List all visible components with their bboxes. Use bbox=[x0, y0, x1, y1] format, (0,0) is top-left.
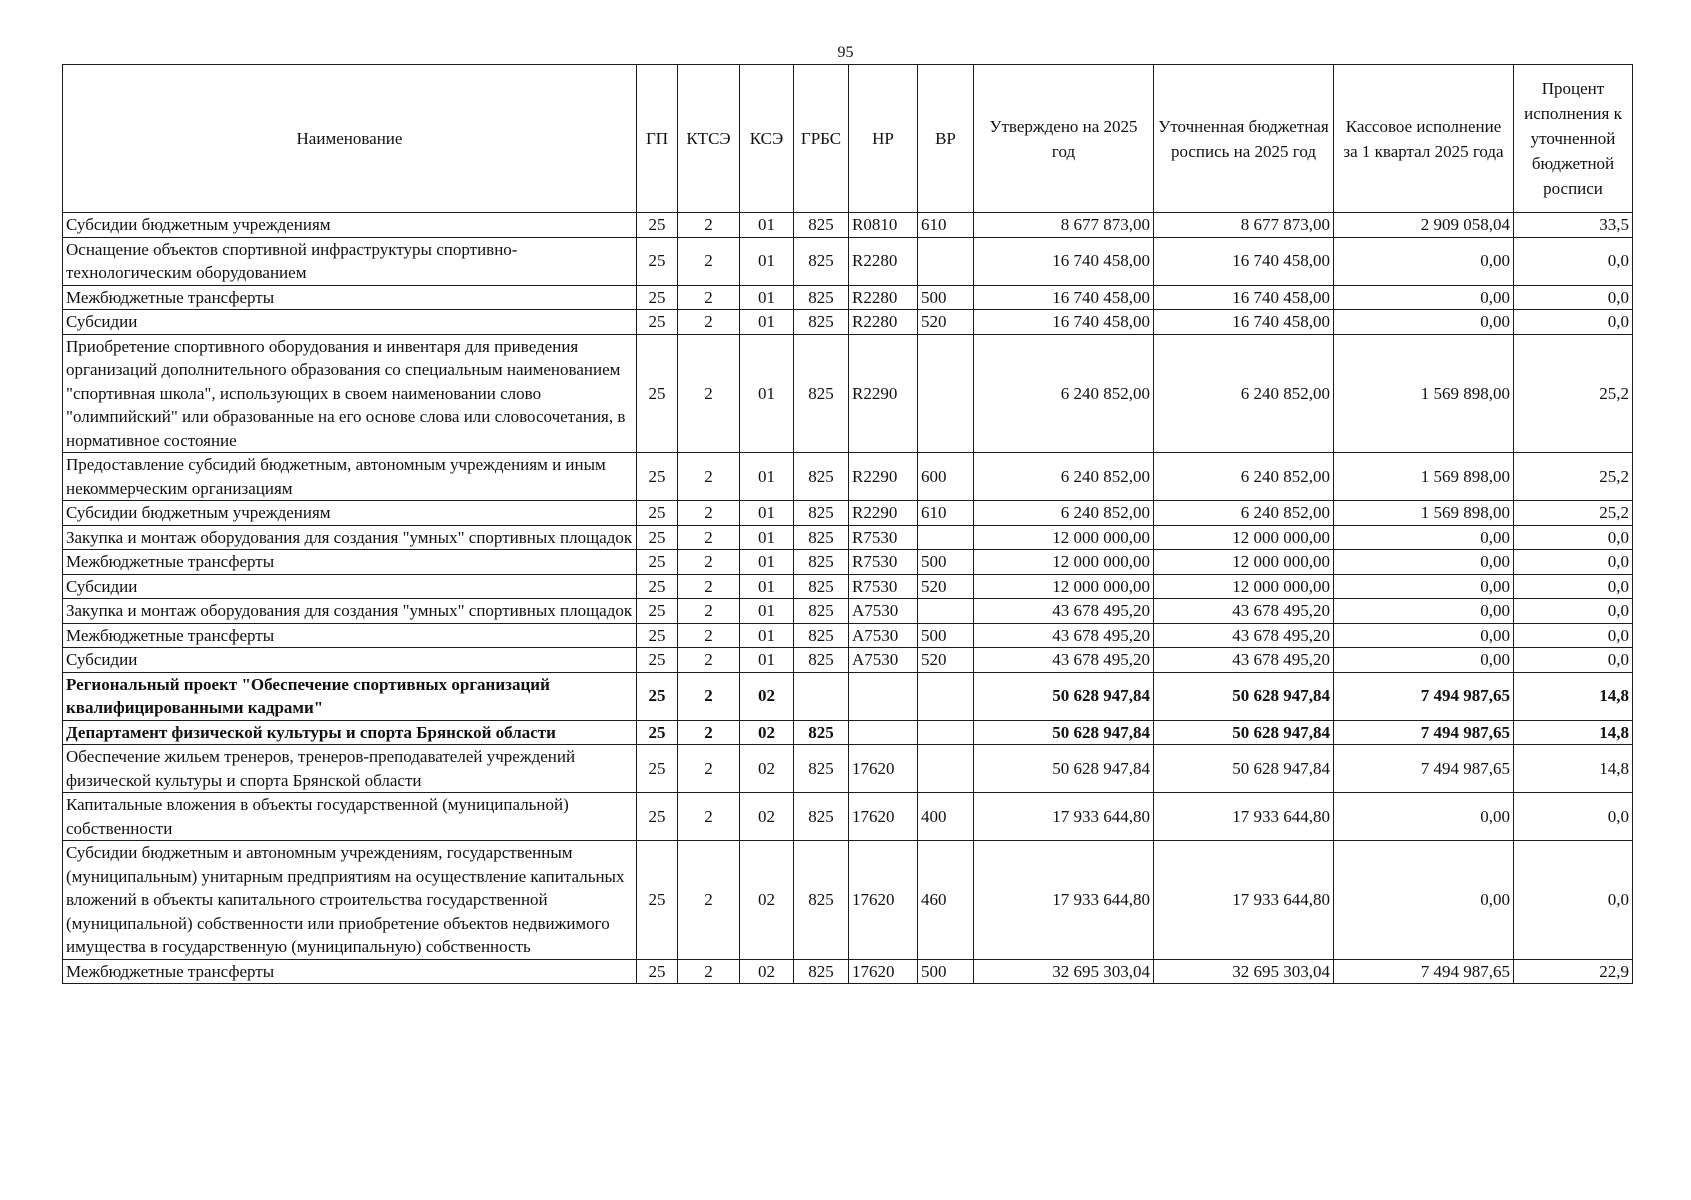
cell-ktse: 2 bbox=[678, 720, 740, 745]
cell-nr: R2290 bbox=[849, 453, 918, 501]
cell-refined: 50 628 947,84 bbox=[1154, 745, 1334, 793]
cell-name: Обеспечение жильем тренеров, тренеров-преподавателей учреждений физической культуры и спорта Брянской области bbox=[63, 745, 637, 793]
cell-percent: 22,9 bbox=[1514, 959, 1633, 984]
cell-percent: 33,5 bbox=[1514, 213, 1633, 238]
cell-approved: 17 933 644,80 bbox=[974, 841, 1154, 960]
cell-name: Предоставление субсидий бюджетным, автономным учреждениям и иным некоммерческим организациям bbox=[63, 453, 637, 501]
cell-refined: 43 678 495,20 bbox=[1154, 648, 1334, 673]
cell-approved: 32 695 303,04 bbox=[974, 959, 1154, 984]
cell-gp: 25 bbox=[637, 623, 678, 648]
cell-gp: 25 bbox=[637, 672, 678, 720]
cell-refined: 6 240 852,00 bbox=[1154, 501, 1334, 526]
cell-grbs: 825 bbox=[794, 793, 849, 841]
cell-grbs: 825 bbox=[794, 648, 849, 673]
cell-grbs: 825 bbox=[794, 959, 849, 984]
table-row bbox=[63, 334, 1633, 453]
cell-vr: 520 bbox=[918, 574, 974, 599]
cell-ktse: 2 bbox=[678, 841, 740, 960]
cell-grbs: 825 bbox=[794, 237, 849, 285]
cell-percent: 0,0 bbox=[1514, 285, 1633, 310]
cell-gp: 25 bbox=[637, 841, 678, 960]
cell-approved: 12 000 000,00 bbox=[974, 550, 1154, 575]
table-row bbox=[63, 720, 1633, 745]
cell-approved: 12 000 000,00 bbox=[974, 525, 1154, 550]
cell-gp: 25 bbox=[637, 453, 678, 501]
cell-percent: 0,0 bbox=[1514, 310, 1633, 335]
cell-refined: 17 933 644,80 bbox=[1154, 841, 1334, 960]
cell-grbs: 825 bbox=[794, 745, 849, 793]
cell-approved: 6 240 852,00 bbox=[974, 501, 1154, 526]
cell-ktse: 2 bbox=[678, 334, 740, 453]
table-row bbox=[63, 623, 1633, 648]
cell-cash: 1 569 898,00 bbox=[1334, 453, 1514, 501]
cell-percent: 0,0 bbox=[1514, 648, 1633, 673]
cell-grbs: 825 bbox=[794, 334, 849, 453]
table-row bbox=[63, 310, 1633, 335]
cell-cash: 0,00 bbox=[1334, 841, 1514, 960]
table-row bbox=[63, 285, 1633, 310]
cell-grbs: 825 bbox=[794, 841, 849, 960]
cell-kse: 02 bbox=[740, 959, 794, 984]
cell-kse: 01 bbox=[740, 648, 794, 673]
cell-vr bbox=[918, 745, 974, 793]
cell-nr: R2280 bbox=[849, 310, 918, 335]
cell-approved: 12 000 000,00 bbox=[974, 574, 1154, 599]
cell-name: Субсидии bbox=[63, 310, 637, 335]
cell-gp: 25 bbox=[637, 285, 678, 310]
table-row bbox=[63, 959, 1633, 984]
cell-cash: 0,00 bbox=[1334, 525, 1514, 550]
cell-gp: 25 bbox=[637, 959, 678, 984]
cell-nr: 17620 bbox=[849, 959, 918, 984]
cell-refined: 43 678 495,20 bbox=[1154, 599, 1334, 624]
cell-refined: 12 000 000,00 bbox=[1154, 550, 1334, 575]
header-kse: КСЭ bbox=[740, 65, 794, 213]
cell-refined: 16 740 458,00 bbox=[1154, 237, 1334, 285]
cell-approved: 43 678 495,20 bbox=[974, 648, 1154, 673]
cell-refined: 8 677 873,00 bbox=[1154, 213, 1334, 238]
cell-name: Департамент физической культуры и спорта Брянской области bbox=[63, 720, 637, 745]
cell-ktse: 2 bbox=[678, 310, 740, 335]
header-nr: НР bbox=[849, 65, 918, 213]
cell-gp: 25 bbox=[637, 525, 678, 550]
cell-cash: 7 494 987,65 bbox=[1334, 745, 1514, 793]
cell-vr bbox=[918, 237, 974, 285]
cell-name: Межбюджетные трансферты bbox=[63, 623, 637, 648]
cell-gp: 25 bbox=[637, 720, 678, 745]
cell-grbs: 825 bbox=[794, 453, 849, 501]
cell-ktse: 2 bbox=[678, 959, 740, 984]
cell-cash: 7 494 987,65 bbox=[1334, 672, 1514, 720]
cell-name: Субсидии бюджетным учреждениям bbox=[63, 213, 637, 238]
cell-name: Закупка и монтаж оборудования для создания "умных" спортивных площадок bbox=[63, 525, 637, 550]
cell-gp: 25 bbox=[637, 793, 678, 841]
table-row bbox=[63, 745, 1633, 793]
cell-approved: 50 628 947,84 bbox=[974, 720, 1154, 745]
table-body bbox=[63, 213, 1633, 984]
cell-refined: 50 628 947,84 bbox=[1154, 720, 1334, 745]
cell-nr: R2280 bbox=[849, 237, 918, 285]
cell-kse: 01 bbox=[740, 237, 794, 285]
cell-kse: 02 bbox=[740, 745, 794, 793]
table-row bbox=[63, 453, 1633, 501]
cell-percent: 0,0 bbox=[1514, 841, 1633, 960]
cell-name: Субсидии бюджетным и автономным учреждениям, государственным (муниципальным) унитарным предприятиям на осуществление капитальных вложений в объекты капитального строительства государственной (муниципальной) собственности или приобретение объектов недвижимого имущества в государственную (муниципальную) собственность bbox=[63, 841, 637, 960]
table-row bbox=[63, 550, 1633, 575]
cell-ktse: 2 bbox=[678, 672, 740, 720]
cell-nr bbox=[849, 672, 918, 720]
cell-vr: 500 bbox=[918, 959, 974, 984]
cell-refined: 12 000 000,00 bbox=[1154, 574, 1334, 599]
cell-approved: 16 740 458,00 bbox=[974, 310, 1154, 335]
header-name: Наименование bbox=[63, 65, 637, 213]
cell-cash: 7 494 987,65 bbox=[1334, 720, 1514, 745]
table-row bbox=[63, 574, 1633, 599]
page-number: 95 bbox=[837, 44, 854, 61]
cell-ktse: 2 bbox=[678, 574, 740, 599]
cell-vr: 500 bbox=[918, 285, 974, 310]
cell-kse: 01 bbox=[740, 599, 794, 624]
cell-name: Оснащение объектов спортивной инфраструктуры спортивно-технологическим оборудованием bbox=[63, 237, 637, 285]
cell-percent: 25,2 bbox=[1514, 501, 1633, 526]
cell-cash: 0,00 bbox=[1334, 648, 1514, 673]
cell-cash: 0,00 bbox=[1334, 574, 1514, 599]
cell-ktse: 2 bbox=[678, 501, 740, 526]
cell-cash: 7 494 987,65 bbox=[1334, 959, 1514, 984]
table-row bbox=[63, 501, 1633, 526]
cell-nr: R2280 bbox=[849, 285, 918, 310]
cell-cash: 1 569 898,00 bbox=[1334, 501, 1514, 526]
cell-ktse: 2 bbox=[678, 793, 740, 841]
cell-cash: 1 569 898,00 bbox=[1334, 334, 1514, 453]
cell-vr bbox=[918, 672, 974, 720]
cell-cash: 0,00 bbox=[1334, 310, 1514, 335]
cell-grbs bbox=[794, 672, 849, 720]
cell-grbs: 825 bbox=[794, 720, 849, 745]
cell-approved: 43 678 495,20 bbox=[974, 599, 1154, 624]
cell-grbs: 825 bbox=[794, 599, 849, 624]
table-row bbox=[63, 672, 1633, 720]
cell-kse: 01 bbox=[740, 525, 794, 550]
cell-nr: R7530 bbox=[849, 550, 918, 575]
header-ktse: КТСЭ bbox=[678, 65, 740, 213]
header-row bbox=[63, 65, 1633, 213]
cell-refined: 6 240 852,00 bbox=[1154, 453, 1334, 501]
cell-ktse: 2 bbox=[678, 525, 740, 550]
cell-name: Региональный проект "Обеспечение спортивных организаций квалифицированными кадрами" bbox=[63, 672, 637, 720]
cell-refined: 6 240 852,00 bbox=[1154, 334, 1334, 453]
cell-percent: 25,2 bbox=[1514, 453, 1633, 501]
cell-vr: 500 bbox=[918, 623, 974, 648]
cell-name: Субсидии bbox=[63, 648, 637, 673]
cell-percent: 0,0 bbox=[1514, 525, 1633, 550]
cell-ktse: 2 bbox=[678, 623, 740, 648]
cell-cash: 0,00 bbox=[1334, 550, 1514, 575]
cell-cash: 0,00 bbox=[1334, 237, 1514, 285]
cell-ktse: 2 bbox=[678, 453, 740, 501]
cell-grbs: 825 bbox=[794, 285, 849, 310]
cell-percent: 0,0 bbox=[1514, 623, 1633, 648]
cell-vr bbox=[918, 334, 974, 453]
cell-kse: 02 bbox=[740, 841, 794, 960]
cell-gp: 25 bbox=[637, 599, 678, 624]
cell-percent: 0,0 bbox=[1514, 237, 1633, 285]
cell-approved: 8 677 873,00 bbox=[974, 213, 1154, 238]
cell-kse: 01 bbox=[740, 574, 794, 599]
cell-ktse: 2 bbox=[678, 285, 740, 310]
header-approved: Утверждено на 2025 год bbox=[974, 65, 1154, 213]
table-row bbox=[63, 525, 1633, 550]
cell-refined: 17 933 644,80 bbox=[1154, 793, 1334, 841]
cell-vr: 610 bbox=[918, 213, 974, 238]
budget-table bbox=[62, 64, 1633, 984]
cell-kse: 02 bbox=[740, 672, 794, 720]
cell-name: Межбюджетные трансферты bbox=[63, 550, 637, 575]
cell-vr: 520 bbox=[918, 310, 974, 335]
cell-name: Субсидии bbox=[63, 574, 637, 599]
cell-vr bbox=[918, 599, 974, 624]
cell-refined: 50 628 947,84 bbox=[1154, 672, 1334, 720]
table-row bbox=[63, 599, 1633, 624]
cell-vr: 460 bbox=[918, 841, 974, 960]
cell-percent: 14,8 bbox=[1514, 720, 1633, 745]
header-refined: Уточненная бюджетная роспись на 2025 год bbox=[1154, 65, 1334, 213]
cell-nr: А7530 bbox=[849, 648, 918, 673]
cell-grbs: 825 bbox=[794, 310, 849, 335]
cell-grbs: 825 bbox=[794, 213, 849, 238]
cell-ktse: 2 bbox=[678, 237, 740, 285]
cell-kse: 01 bbox=[740, 623, 794, 648]
cell-grbs: 825 bbox=[794, 574, 849, 599]
cell-gp: 25 bbox=[637, 574, 678, 599]
cell-percent: 0,0 bbox=[1514, 574, 1633, 599]
cell-nr: А7530 bbox=[849, 599, 918, 624]
cell-vr: 600 bbox=[918, 453, 974, 501]
cell-grbs: 825 bbox=[794, 525, 849, 550]
cell-percent: 14,8 bbox=[1514, 745, 1633, 793]
cell-name: Субсидии бюджетным учреждениям bbox=[63, 501, 637, 526]
cell-kse: 02 bbox=[740, 720, 794, 745]
cell-name: Закупка и монтаж оборудования для создания "умных" спортивных площадок bbox=[63, 599, 637, 624]
cell-ktse: 2 bbox=[678, 550, 740, 575]
cell-gp: 25 bbox=[637, 501, 678, 526]
cell-nr: R2290 bbox=[849, 334, 918, 453]
cell-cash: 0,00 bbox=[1334, 599, 1514, 624]
table-row bbox=[63, 648, 1633, 673]
cell-kse: 01 bbox=[740, 501, 794, 526]
cell-percent: 25,2 bbox=[1514, 334, 1633, 453]
cell-ktse: 2 bbox=[678, 745, 740, 793]
cell-kse: 01 bbox=[740, 453, 794, 501]
cell-refined: 12 000 000,00 bbox=[1154, 525, 1334, 550]
cell-percent: 0,0 bbox=[1514, 793, 1633, 841]
cell-approved: 43 678 495,20 bbox=[974, 623, 1154, 648]
cell-refined: 16 740 458,00 bbox=[1154, 310, 1334, 335]
cell-kse: 02 bbox=[740, 793, 794, 841]
cell-nr: R0810 bbox=[849, 213, 918, 238]
cell-kse: 01 bbox=[740, 550, 794, 575]
cell-grbs: 825 bbox=[794, 550, 849, 575]
cell-approved: 6 240 852,00 bbox=[974, 334, 1154, 453]
cell-vr: 610 bbox=[918, 501, 974, 526]
cell-ktse: 2 bbox=[678, 648, 740, 673]
cell-approved: 16 740 458,00 bbox=[974, 237, 1154, 285]
cell-name: Приобретение спортивного оборудования и инвентаря для приведения организаций дополнительного образования со специальным наименованием "спортивная школа", использующих в своем наименовании слово "олимпийский" или образованные на его основе слова или словосочетания, в нормативное состояние bbox=[63, 334, 637, 453]
cell-ktse: 2 bbox=[678, 213, 740, 238]
cell-nr: А7530 bbox=[849, 623, 918, 648]
header-grbs: ГРБС bbox=[794, 65, 849, 213]
cell-refined: 43 678 495,20 bbox=[1154, 623, 1334, 648]
cell-nr: R2290 bbox=[849, 501, 918, 526]
cell-grbs: 825 bbox=[794, 501, 849, 526]
cell-gp: 25 bbox=[637, 334, 678, 453]
header-vr: ВР bbox=[918, 65, 974, 213]
cell-approved: 16 740 458,00 bbox=[974, 285, 1154, 310]
header-gp: ГП bbox=[637, 65, 678, 213]
cell-vr: 400 bbox=[918, 793, 974, 841]
cell-cash: 0,00 bbox=[1334, 623, 1514, 648]
table-row bbox=[63, 237, 1633, 285]
cell-name: Межбюджетные трансферты bbox=[63, 285, 637, 310]
table-row bbox=[63, 213, 1633, 238]
cell-nr: 17620 bbox=[849, 745, 918, 793]
cell-kse: 01 bbox=[740, 334, 794, 453]
cell-nr: R7530 bbox=[849, 525, 918, 550]
cell-name: Межбюджетные трансферты bbox=[63, 959, 637, 984]
cell-gp: 25 bbox=[637, 550, 678, 575]
cell-kse: 01 bbox=[740, 285, 794, 310]
cell-vr: 520 bbox=[918, 648, 974, 673]
table-row bbox=[63, 841, 1633, 960]
cell-nr bbox=[849, 720, 918, 745]
header-cash: Кассовое исполнение за 1 квартал 2025 года bbox=[1334, 65, 1514, 213]
cell-refined: 16 740 458,00 bbox=[1154, 285, 1334, 310]
cell-nr: R7530 bbox=[849, 574, 918, 599]
cell-kse: 01 bbox=[740, 310, 794, 335]
cell-approved: 6 240 852,00 bbox=[974, 453, 1154, 501]
cell-gp: 25 bbox=[637, 237, 678, 285]
cell-gp: 25 bbox=[637, 648, 678, 673]
cell-percent: 0,0 bbox=[1514, 550, 1633, 575]
cell-grbs: 825 bbox=[794, 623, 849, 648]
cell-vr: 500 bbox=[918, 550, 974, 575]
cell-gp: 25 bbox=[637, 745, 678, 793]
cell-nr: 17620 bbox=[849, 793, 918, 841]
cell-gp: 25 bbox=[637, 310, 678, 335]
cell-approved: 17 933 644,80 bbox=[974, 793, 1154, 841]
header-percent: Процент исполнения к уточненной бюджетной росписи bbox=[1514, 65, 1633, 213]
cell-percent: 0,0 bbox=[1514, 599, 1633, 624]
cell-percent: 14,8 bbox=[1514, 672, 1633, 720]
cell-cash: 2 909 058,04 bbox=[1334, 213, 1514, 238]
cell-name: Капитальные вложения в объекты государственной (муниципальной) собственности bbox=[63, 793, 637, 841]
table-row bbox=[63, 793, 1633, 841]
cell-vr bbox=[918, 720, 974, 745]
cell-refined: 32 695 303,04 bbox=[1154, 959, 1334, 984]
cell-vr bbox=[918, 525, 974, 550]
cell-approved: 50 628 947,84 bbox=[974, 672, 1154, 720]
cell-ktse: 2 bbox=[678, 599, 740, 624]
cell-cash: 0,00 bbox=[1334, 285, 1514, 310]
cell-approved: 50 628 947,84 bbox=[974, 745, 1154, 793]
cell-cash: 0,00 bbox=[1334, 793, 1514, 841]
cell-gp: 25 bbox=[637, 213, 678, 238]
cell-kse: 01 bbox=[740, 213, 794, 238]
cell-nr: 17620 bbox=[849, 841, 918, 960]
